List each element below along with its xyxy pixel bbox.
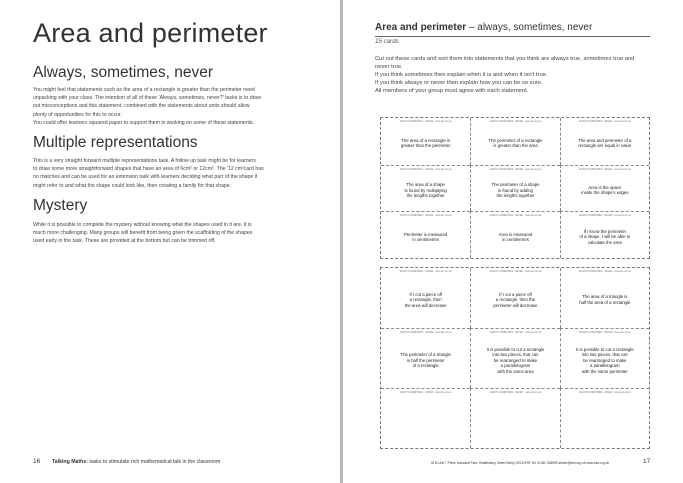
card-statement — [473, 389, 557, 448]
statement-card — [470, 328, 559, 388]
statement-card — [560, 118, 649, 165]
card-statement — [473, 212, 557, 258]
card-header: ALWAYS SOMETIMES · NEVER · www.atm.org.uk — [578, 271, 631, 273]
instruction-line: If you think always or never then explain how you can be so sure. — [375, 79, 543, 86]
section-heading-mystery: Mystery — [33, 197, 88, 214]
card-statement-text: The perimeter of a rectangle is greater than the area — [488, 137, 543, 149]
text-line: This is a very straight forward multiple representations task. A follow up task might be for learners — [33, 158, 256, 164]
card-statement-text: If I cut a piece off a rectangle, then the perimeter will decrease — [493, 291, 538, 308]
footer-bold-text: Talking Maths: — [52, 459, 88, 465]
card-count: 15 cards — [375, 38, 399, 45]
card-statement-text: The area of a rectangle is greater than the perimeter — [400, 137, 451, 149]
card-statement — [383, 329, 468, 388]
card-header: ALWAYS SOMETIMES · NEVER · www.atm.org.uk — [399, 215, 452, 218]
statement-card — [470, 211, 559, 258]
card-header: ALWAYS SOMETIMES · NEVER · www.atm.org.uk — [399, 168, 452, 171]
card-statement-text: The perimeter of a triangle is half the perimeter of a rectangle — [400, 352, 451, 369]
statement-card — [560, 268, 649, 328]
statement-card — [381, 328, 470, 388]
card-set-title-bold: Area and perimeter — [375, 22, 467, 33]
page-footer: ATM Unit 7 Prime Industrial Park, Shaftesbury Street Derby DE23 8YB Tel: 01332 346599 admin@atm.org.uk www.atm.org.uk — [431, 461, 609, 465]
card-set-title — [375, 22, 592, 33]
title-rule — [375, 36, 650, 37]
page-number: 17 — [643, 458, 651, 465]
statement-card — [470, 268, 559, 328]
statement-card — [470, 165, 559, 212]
statement-card — [381, 388, 470, 448]
page-footer — [52, 459, 220, 465]
card-statement — [383, 389, 468, 448]
card-statement-text: Perimeter is measured in centimetres — [404, 231, 448, 243]
statement-card — [560, 388, 649, 448]
card-statement-text: If I know the perimeter of a shape, I will be able to calculate the area — [579, 228, 631, 245]
card-statement — [383, 166, 468, 212]
card-header: ALWAYS SOMETIMES · NEVER · www.atm.org.uk — [578, 215, 631, 218]
card-statement — [473, 268, 557, 328]
text-line: used early in the task. These are provided at the bottom but can be trimmed off. — [33, 238, 216, 245]
statement-card — [470, 118, 559, 165]
card-statement — [383, 268, 468, 328]
card-statement-text: It is possible to cut a rectangle into two pieces, that can be rearranged to make a parallelogram with the same perimeter — [575, 346, 634, 374]
left-page — [0, 0, 340, 483]
page-title: Area and perimeter — [33, 18, 268, 48]
card-statement — [383, 118, 468, 165]
statement-card — [381, 211, 470, 258]
text-line: no matches and can be used for an extension task with learners deciding what part of the shape it — [33, 174, 258, 181]
card-sheet-2 — [380, 267, 650, 449]
instruction-line: Cut out these cards and sort them into statements that you think are always true, sometimes true and — [375, 56, 635, 62]
statement-card — [560, 165, 649, 212]
card-header: ALWAYS SOMETIMES · NEVER · www.atm.org.uk — [489, 215, 542, 218]
card-statement — [473, 329, 557, 388]
instruction-line: If you think sometimes then explain when it is and when it isn't true. — [375, 71, 548, 78]
card-header: ALWAYS SOMETIMES · NEVER · www.atm.org.uk — [578, 392, 631, 394]
text-line: unpacking with your class. The intention of all of these 'Always, sometimes, never?' tasks is to draw — [33, 95, 261, 102]
card-statement — [383, 212, 468, 258]
section-text-mystery — [33, 221, 313, 246]
instruction-line: never true. — [375, 63, 403, 70]
card-header: ALWAYS SOMETIMES · NEVER · www.atm.org.uk — [489, 332, 542, 334]
text-line: While it is possible to complete the mystery without knowing what the shapes used in it are, it is — [33, 222, 252, 228]
text-line: to draw some more straightforward shapes that have an area of 6cm² or 12cm². The '12 cm²card has — [33, 166, 264, 173]
page-number: 16 — [33, 458, 41, 465]
card-header: ALWAYS SOMETIMES · NEVER · www.atm.org.uk — [399, 392, 452, 394]
card-statement-text: If I cut a piece off a rectangle, then the area will decrease — [404, 291, 447, 308]
instruction-line: All members of your group must agree with each statement. — [375, 87, 529, 94]
text-line: You could offer learners squared paper to support them in working on some of these statements. — [33, 119, 255, 126]
card-statement-text: It is possible to cut a rectangle into two pieces, that can be rearranged to make a parallelogram with the same area — [486, 346, 545, 374]
text-line: much more challenging. Many groups will benefit from being given the scaffolding of the shapes — [33, 230, 253, 237]
card-statement — [563, 268, 647, 328]
card-header: ALWAYS SOMETIMES · NEVER · www.atm.org.uk — [578, 121, 631, 123]
card-header: ALWAYS SOMETIMES · NEVER · www.atm.org.uk — [399, 332, 452, 334]
text-line: plenty of opportunities for this to occur. — [33, 111, 122, 118]
statement-card — [381, 165, 470, 212]
card-header: ALWAYS SOMETIMES · NEVER · www.atm.org.uk — [578, 168, 631, 171]
card-statement-text: Area is measured in centimetres — [498, 231, 533, 243]
card-statement-text: The perimeter of a shape is found by adding the lengths together — [491, 182, 540, 199]
section-text-always-sometimes-never — [33, 86, 313, 127]
section-heading-always-sometimes-never: Always, sometimes, never — [33, 64, 214, 81]
card-statement-text: The area of a triangle is half the area of a rectangle — [579, 294, 631, 305]
card-statement — [563, 389, 647, 448]
statement-card — [560, 328, 649, 388]
card-header: ALWAYS SOMETIMES · NEVER · www.atm.org.uk — [489, 392, 542, 394]
card-header: ALWAYS SOMETIMES · NEVER · www.atm.org.uk — [578, 332, 631, 334]
text-line: out misconceptions and this statement, combined with the statements about units should allow — [33, 103, 250, 110]
card-statement-text: The area and perimeter of a rectangle are equal in value — [578, 137, 632, 149]
statement-card — [470, 388, 559, 448]
right-page — [343, 0, 683, 483]
card-set-title-rest: – always, sometimes, never — [466, 22, 593, 33]
card-statement — [563, 166, 647, 212]
card-header: ALWAYS SOMETIMES · NEVER · www.atm.org.uk — [399, 271, 452, 273]
card-header: ALWAYS SOMETIMES · NEVER · www.atm.org.uk — [489, 271, 542, 273]
card-statement — [563, 118, 647, 165]
card-statement-text: Area is the space inside the shape's edges — [581, 184, 629, 196]
card-header: ALWAYS SOMETIMES · NEVER · www.atm.org.uk — [399, 121, 452, 123]
text-line: You might feel that statements such as the area of a rectangle is greater than the perimeter need — [33, 87, 255, 93]
statement-card — [381, 118, 470, 165]
section-text-multiple-representations — [33, 157, 313, 190]
card-statement — [563, 329, 647, 388]
card-header: ALWAYS SOMETIMES · NEVER · www.atm.org.uk — [489, 121, 542, 123]
footer-text: tasks to stimulate rich mathematical talk in the classroom — [87, 459, 221, 465]
card-statement — [563, 212, 647, 258]
section-heading-multiple-representations: Multiple representations — [33, 134, 198, 151]
card-sheet-1 — [380, 117, 650, 259]
statement-card — [381, 268, 470, 328]
statement-card — [560, 211, 649, 258]
card-statement — [473, 118, 557, 165]
card-header: ALWAYS SOMETIMES · NEVER · www.atm.org.uk — [489, 168, 542, 171]
card-statement — [473, 166, 557, 212]
text-line: might refer to and what the shape could look like, then creating a family for that shape. — [33, 182, 232, 189]
card-statement-text: The area of a shape is found by multiplying the lengths together — [404, 182, 447, 199]
instructions — [375, 56, 650, 96]
